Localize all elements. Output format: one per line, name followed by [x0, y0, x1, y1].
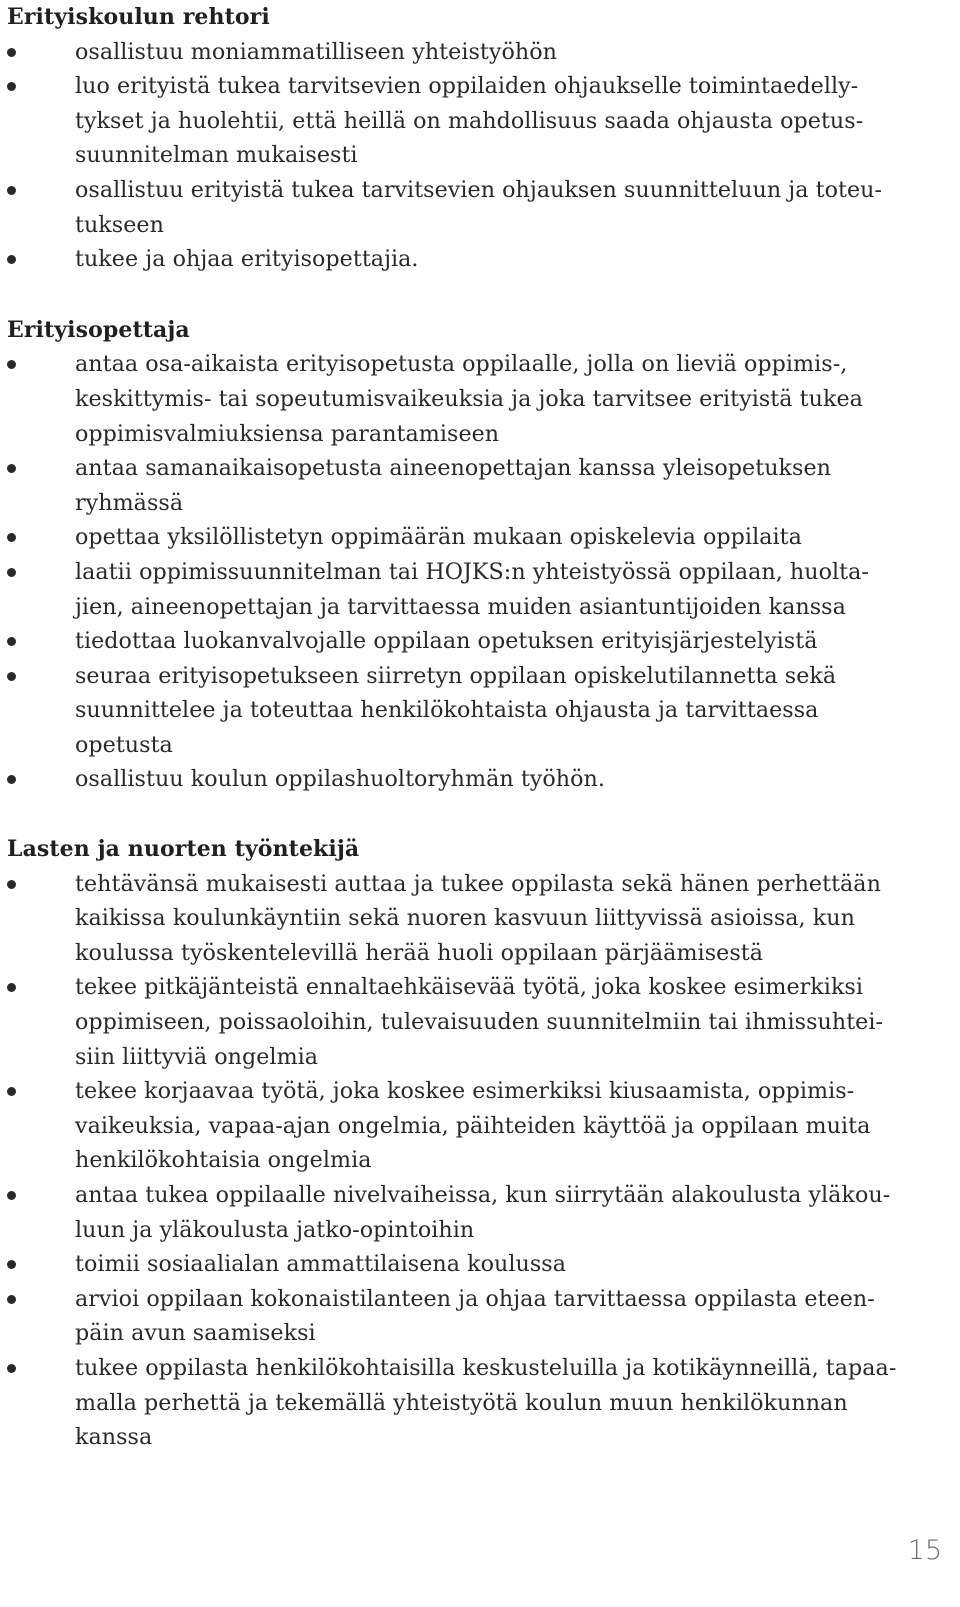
list-item-text: kaikissa koulunkäyntiin sekä nuoren kasvuun liittyvissä asioissa, kun — [75, 905, 855, 932]
bullet-icon — [7, 186, 16, 195]
list-item-text: opettaa yksilöllistetyn oppimäärän mukaan opiskelevia oppilaita — [75, 524, 802, 551]
document-page — [7, 0, 952, 1455]
bullet-icon — [7, 983, 16, 992]
bullet-icon — [7, 1364, 16, 1373]
list-item — [7, 35, 952, 70]
bullet-icon — [7, 672, 16, 681]
bullet-icon — [7, 1087, 16, 1096]
section-heading: Erityisopettaja — [7, 316, 190, 343]
bullet-list — [7, 867, 952, 1455]
list-item-text: henkilökohtaisia ongelmia — [75, 1147, 372, 1174]
list-item-text: luun ja yläkoulusta jatko-opintoihin — [75, 1216, 475, 1243]
list-item-text: keskittymis- tai sopeutumisvaikeuksia ja joka tarvitsee erityistä tukea — [75, 385, 863, 412]
list-item-text: tukee ja ohjaa erityisopettajia. — [75, 246, 419, 273]
list-item-text: tekee pitkäjänteistä ennaltaehkäisevää työtä, joka koskee esimerkiksi — [75, 974, 864, 1001]
bullet-list — [7, 35, 952, 277]
list-item — [7, 867, 952, 971]
list-item-text: antaa samanaikaisopetusta aineenopettajan kanssa yleisopetuksen — [75, 455, 831, 482]
list-item-text: tykset ja huolehtii, että heillä on mahdollisuus saada ohjausta opetus- — [75, 107, 864, 134]
list-item — [7, 762, 952, 797]
list-item-text: tehtävänsä mukaisesti auttaa ja tukee oppilasta sekä hänen perhettään — [75, 870, 881, 897]
bullet-icon — [7, 82, 16, 91]
bullet-icon — [7, 880, 16, 889]
section-erityisopettaja — [7, 313, 952, 797]
list-item-text: opetusta — [75, 731, 173, 758]
bullet-icon — [7, 255, 16, 264]
section-heading: Erityiskoulun rehtori — [7, 4, 270, 30]
list-item-text: malla perhettä ja tekemällä yhteistyötä koulun muun henkilökunnan — [75, 1389, 848, 1416]
list-item-text: siin liittyviä ongelmia — [75, 1043, 319, 1070]
bullet-icon — [7, 533, 16, 542]
list-item-text: osallistuu koulun oppilashuoltoryhmän työhön. — [75, 766, 605, 793]
list-item — [7, 451, 952, 520]
list-item-text: tiedottaa luokanvalvojalle oppilaan opetuksen erityisjärjestelyistä — [75, 628, 818, 655]
list-item-text: antaa osa-aikaista erityisopetusta oppilaalle, jolla on lieviä oppimis-, — [75, 351, 848, 378]
bullet-icon — [7, 568, 16, 577]
list-item — [7, 659, 952, 763]
list-item-text: jien, aineenopettajan ja tarvittaessa muiden asiantuntijoiden kanssa — [75, 593, 846, 620]
list-item-text: toimii sosiaalialan ammattilaisena koulussa — [75, 1251, 567, 1278]
list-item-text: päin avun saamiseksi — [75, 1320, 316, 1347]
list-item-text: koulussa työskentelevillä herää huoli oppilaan pärjäämisestä — [75, 939, 763, 966]
list-item-text: tukee oppilasta henkilökohtaisilla keskusteluilla ja kotikäynneillä, tapaa- — [75, 1354, 897, 1381]
list-item — [7, 347, 952, 451]
page-number: 15 — [907, 1535, 942, 1566]
list-item — [7, 624, 952, 659]
list-item-text: suunnitelman mukaisesti — [75, 142, 358, 169]
list-item — [7, 1178, 952, 1247]
list-item — [7, 1282, 952, 1351]
section-lasten-ja-nuorten-tyontekija — [7, 832, 952, 1455]
list-item — [7, 1074, 952, 1178]
list-item-text: tekee korjaavaa työtä, joka koskee esimerkiksi kiusaamista, oppimis- — [75, 1078, 855, 1105]
list-item-text: vaikeuksia, vapaa-ajan ongelmia, päihteiden käyttöä ja oppilaan muita — [75, 1112, 871, 1139]
list-item — [7, 1247, 952, 1282]
bullet-icon — [7, 1295, 16, 1304]
section-heading: Lasten ja nuorten työntekijä — [7, 836, 360, 863]
bullet-icon — [7, 48, 16, 57]
section-erityiskoulun-rehtori — [7, 0, 952, 277]
bullet-list — [7, 347, 952, 797]
bullet-icon — [7, 775, 16, 784]
bullet-icon — [7, 464, 16, 473]
list-item-text: luo erityistä tukea tarvitsevien oppilaiden ohjaukselle toimintaedelly- — [75, 73, 859, 100]
list-item-text: ryhmässä — [75, 489, 184, 516]
list-item — [7, 1351, 952, 1455]
list-item — [7, 173, 952, 242]
list-item — [7, 520, 952, 555]
list-item — [7, 555, 952, 624]
list-item — [7, 69, 952, 173]
list-item-text: osallistuu erityistä tukea tarvitsevien ohjauksen suunnitteluun ja toteu- — [75, 176, 883, 203]
list-item-text: tukseen — [75, 211, 164, 238]
bullet-icon — [7, 1260, 16, 1269]
list-item — [7, 970, 952, 1074]
list-item-text: kanssa — [75, 1424, 153, 1451]
list-item-text: osallistuu moniammatilliseen yhteistyöhön — [75, 38, 557, 65]
list-item-text: arvioi oppilaan kokonaistilanteen ja ohjaa tarvittaessa oppilasta eteen- — [75, 1285, 875, 1312]
list-item-text: oppimiseen, poissaoloihin, tulevaisuuden suunnitelmiin tai ihmissuhtei- — [75, 1009, 884, 1036]
list-item — [7, 242, 952, 277]
list-item-text: laatii oppimissuunnitelman tai HOJKS:n yhteistyössä oppilaan, huolta- — [75, 558, 869, 585]
list-item-text: antaa tukea oppilaalle nivelvaiheissa, kun siirrytään alakoulusta yläkou- — [75, 1182, 891, 1208]
list-item-text: oppimisvalmiuksiensa parantamiseen — [75, 420, 500, 447]
list-item-text: seuraa erityisopetukseen siirretyn oppilaan opiskelutilannetta sekä — [75, 662, 837, 689]
bullet-icon — [7, 1191, 16, 1200]
bullet-icon — [7, 637, 16, 646]
bullet-icon — [7, 360, 16, 369]
list-item-text: suunnittelee ja toteuttaa henkilökohtaista ohjausta ja tarvittaessa — [75, 697, 819, 724]
